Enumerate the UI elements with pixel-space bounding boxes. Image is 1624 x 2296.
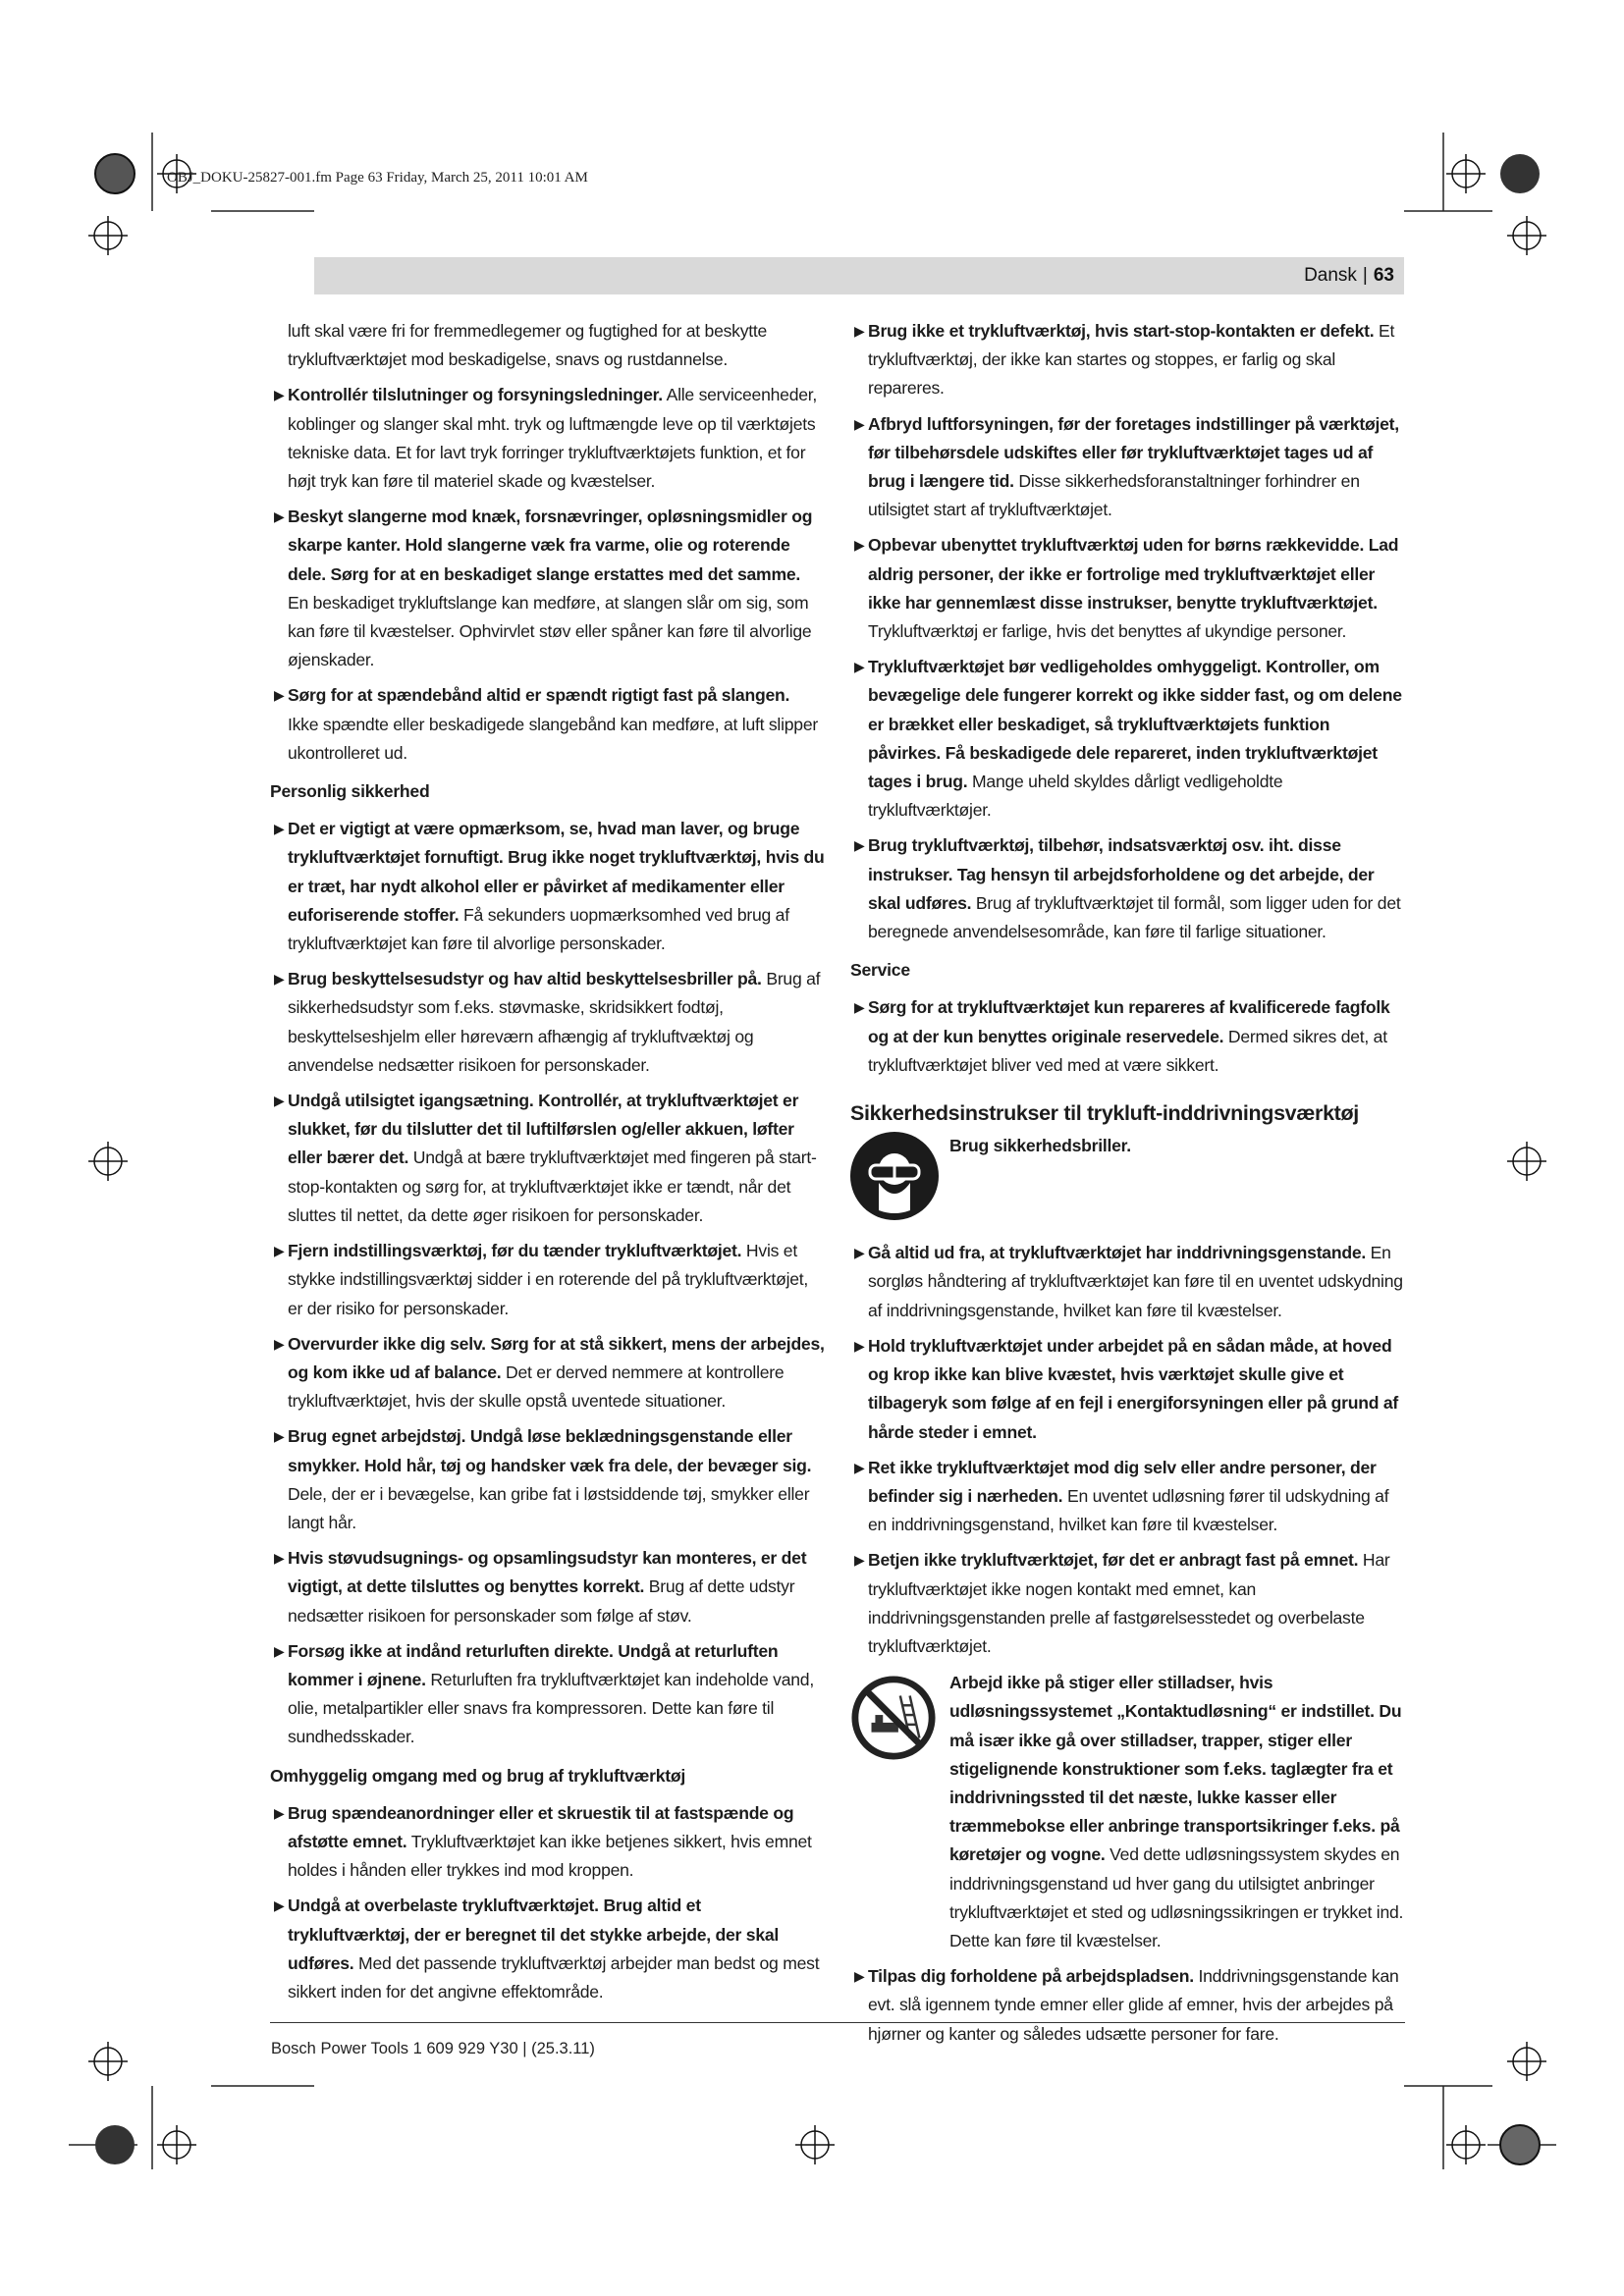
intro-paragraph: luft skal være fri for fremmedlegemer og fugtighed for at beskytte trykluftværktøjet mod beskadigelse, snavs og rustdannelse. [288,321,768,370]
registration-target-icon [1507,1142,1546,1181]
item-bold: Brug ikke et trykluftværktøj, hvis start-stop-kontakten er defekt. [868,321,1375,341]
bullet-arrow-icon: ▶ [274,821,285,837]
registration-disc-icon [1500,2125,1540,2164]
item-bold: Arbejd ikke på stiger eller stilladser, hvis udløsningssystemet „Kontaktudløsning“ er indstillet. Du må især ikke gå over stilladser, trapper, stiger eller stigelignende konstruktioner som f.eks. taglægter fra et inddrivningssted til det næste, lukke kasser eller træmmebokse eller anbringe transportsikringer f.eks. på køretøjer og vogne. [949,1673,1402,1865]
section-title: Sikkerhedsinstrukser til trykluft-inddrivningsværktøj [850,1101,1359,1126]
bullet-arrow-icon: ▶ [854,415,865,432]
list-item [850,1332,1406,1447]
ladder-warning-block [850,1669,1406,1955]
registration-target-icon [1446,154,1486,193]
page-header-band [314,257,1404,294]
bullet-arrow-icon: ▶ [854,1552,865,1569]
registration-target-icon [1446,2125,1486,2164]
item-bold: Brug spændeanordninger eller et skruestik til at fastspænde og afstøtte emnet. [288,1802,794,1851]
bullet-arrow-icon: ▶ [854,837,865,854]
list-item [270,1237,825,1323]
bullet-arrow-icon: ▶ [854,323,865,339]
item-text: Brug af trykluftværktøjet til formål, som ligger uden for det beregnede anvendelsesområde, kan føre til farlige situationer. [868,892,1401,942]
list-item [850,1239,1406,1325]
item-text: Undgå at bære trykluftværktøjet med fingeren på start-stop-kontakten og sørg for, at trykluftværktøjet ikke er tændt, når det sluttes til nettet, da dette øger risikoen for personskader. [288,1148,817,1225]
item-bold: Brug beskyttelsesudstyr og hav altid beskyttelsesbriller på. [288,969,762,989]
item-text: En beskadiget trykluftslange kan medføre, at slangen slår om sig, som kan føre til kvæstelser. Ophvirvlet støv eller spåner kan føre til alvorlige øjenskader. [288,592,812,670]
item-text: Det er derved nemmere at kontrollere trykluftværktøjet, hvis der skulle opstå uventede situationer. [288,1362,785,1412]
item-text: Ved dette udløsningssystem skydes en inddrivningsgenstand ud hver gang du utilsigtet anbringer trykluftværktøjet et sted og udløsningssikringen er trykket ind. Dette kan føre til kvæstelser. [949,1844,1404,1950]
section-heading: Omhyggelig omgang med og brug af trykluftværktøj [270,1765,685,1786]
bullet-arrow-icon: ▶ [274,971,285,988]
header-separator: | [1362,265,1368,286]
item-bold: Forsøg ikke at indånd returluften direkte. Undgå at returluften kommer i øjnene. [288,1640,779,1689]
item-bold: Trykluftværktøjet bør vedligeholdes omhyggeligt. Kontroller, om bevægelige dele fungerer korrekt og ikke sidder fast, og om delene er brækket eller beskadiget, så trykluftværktøjets funktion påvirkes. Få beskadigede dele repareret, inden trykluftværktøjet tages i brug. [868,657,1402,792]
list-item [850,993,1406,1080]
section-heading: Service [850,960,910,981]
item-bold: Undgå utilsigtet igangsætning. Kontrollér, at trykluftværktøjet er slukket, før du tilslutter det til luftilførslen og/eller akkuen, løfter eller bærer det. [288,1091,799,1168]
list-item [270,681,825,768]
bullet-arrow-icon: ▶ [854,1459,865,1475]
registration-target-icon [88,216,128,255]
item-text: En uventet udløsning fører til udskydning af en inddrivningsgenstand, hvilket kan føre til kvæstelser. [868,1485,1389,1535]
list-item [270,1892,825,2006]
registration-disc-icon [95,154,135,193]
list-item [850,410,1406,525]
item-bold: Overvurder ikke dig selv. Sørg for at stå sikkert, mens der arbejdes, og kom ikke ud af balance. [288,1333,825,1382]
list-item [270,815,825,958]
item-bold: Gå altid ud fra, at trykluftværktøjet har inddrivningsgenstande. [868,1243,1367,1263]
item-text: Ikke spændte eller beskadigede slangebånd kan medføre, at luft slipper ukontrolleret ud. [288,714,818,763]
list-item [850,1546,1406,1661]
item-bold: Ret ikke trykluftværktøjet mod dig selv eller andre personer, der befinder sig i nærheden. [868,1457,1377,1506]
bullet-arrow-icon: ▶ [274,387,285,403]
footer-rule [270,2022,1405,2023]
item-text: Har trykluftværktøjet ikke nogen kontakt med emnet, kan inddrivningsgenstanden prelle af fastgørelsesstedet og overbelaste trykluftværktøjet. [868,1550,1390,1656]
no-ladder-icon [850,1675,937,1761]
item-text: Hvis et stykke indstillingsværktøj sidder i en roterende del på trykluftværktøjet, er der risiko for personskader. [288,1241,809,1318]
bullet-arrow-icon: ▶ [274,1428,285,1445]
list-item [270,1637,825,1752]
list-item [270,381,825,496]
item-text: Få sekunders uopmærksomhed ved brug af trykluftværktøjet kan føre til alvorlige personskader. [288,904,789,954]
item-bold: Det er vigtigt at være opmærksom, se, hvad man laver, og bruge trykluftværktøjet fornuftigt. Brug ikke noget trykluftværktøj, hvis du er træt, har nydt alkohol eller er påvirket af medikamenter eller euforiserende stoffer. [288,819,825,925]
bullet-arrow-icon: ▶ [274,1093,285,1109]
item-text: En sorgløs håndtering af trykluftværktøjet kan føre til en uventet udskydning af inddrivningsgenstande, hvilket kan føre til kvæstelser. [868,1243,1403,1320]
item-text: Dele, der er i bevægelse, kan gribe fat i løstsiddende tøj, smykker eller langt hår. [288,1483,810,1532]
bullet-arrow-icon: ▶ [854,659,865,675]
list-item [270,1544,825,1630]
list-item [850,653,1406,825]
bullet-arrow-icon: ▶ [274,1335,285,1352]
bullet-arrow-icon: ▶ [274,1243,285,1259]
list-item [270,1087,825,1230]
print-header: OBJ_DOKU-25827-001.fm Page 63 Friday, March 25, 2011 10:01 AM [167,170,588,186]
page-header-label [1304,265,1394,287]
bullet-arrow-icon: ▶ [274,1897,285,1914]
bullet-arrow-icon: ▶ [854,999,865,1016]
ladder-warning-text [949,1669,1406,1955]
item-text: Returluften fra trykluftværktøjet kan indeholde vand, olie, metalpartikler eller snavs fra kompressoren. Dette kan føre til sundhedsskader. [288,1669,814,1747]
registration-target-icon [1507,2042,1546,2081]
item-bold: Beskyt slangerne mod knæk, forsnævringer, opløsningsmidler og skarpe kanter. Hold slangerne væk fra varme, olie og roterende dele. Sørg for at en beskadiget slange erstattes med det samme. [288,507,813,584]
item-bold: Brug trykluftværktøj, tilbehør, indsatsværktøj osv. iht. disse instrukser. Tag hensyn til arbejdsforholdene og det arbejde, der skal udføres. [868,835,1375,913]
item-bold: Kontrollér tilslutninger og forsyningsledninger. [288,385,663,405]
item-text: Et trykluftværktøj, der ikke kan startes og stoppes, er farlig og skal repareres. [868,321,1395,399]
item-text: Disse sikkerhedsforanstaltninger forhindrer en utilsigtet start af trykluftværktøjet. [868,471,1360,520]
item-text: Alle serviceenheder, koblinger og slanger skal mht. tryk og luftmængde leve op til værktøjets tekniske data. Et for lavt tryk forringer trykluftværktøjets funktion, et for højt tryk kan føre til materiel skade og kvæstelser. [288,385,818,492]
registration-target-icon [88,2042,128,2081]
header-language: Dansk [1304,265,1357,286]
registration-disc-icon [95,2125,135,2164]
item-text: Inddrivningsgenstande kan evt. slå igennem tynde emner eller glide af emner, hvis der arbejdes på hjørner og kanter og således udsætte personer for fare. [868,1966,1399,2044]
bullet-arrow-icon: ▶ [274,1804,285,1821]
item-bold: Tilpas dig forholdene på arbejdspladsen. [868,1966,1194,1987]
item-bold: Undgå at overbelaste trykluftværktøjet. Brug altid et trykluftværktøj, der er beregnet til det stykke arbejde, der skal udføres. [288,1896,780,1973]
list-item [850,317,1406,403]
bullet-arrow-icon: ▶ [274,508,285,525]
left-column [270,317,825,2013]
bullet-arrow-icon: ▶ [854,537,865,554]
footer-text: Bosch Power Tools 1 609 929 Y30 | (25.3.11) [271,2040,595,2057]
glasses-label: Brug sikkerhedsbriller. [949,1136,1131,1156]
registration-target-icon [88,1142,128,1181]
item-bold: Betjen ikke trykluftværktøjet, før det er anbragt fast på emnet. [868,1550,1359,1571]
list-item [270,1422,825,1537]
bullet-arrow-icon: ▶ [854,1245,865,1261]
item-text: Brug af dette udstyr nedsætter risikoen for personskader som følge af støv. [288,1576,795,1626]
item-bold: Brug egnet arbejdstøj. Undgå løse beklædningsgenstande eller smykker. Hold hår, tøj og handsker væk fra dele, der bevæger sig. [288,1426,812,1475]
item-text: Dermed sikres det, at trykluftværktøjet bliver ved med at være sikkert. [868,1026,1387,1075]
registration-target-icon [157,2125,196,2164]
list-item [270,503,825,674]
bullet-arrow-icon: ▶ [854,1968,865,1985]
item-bold: Hvis støvudsugnings- og opsamlingsudstyr kan monteres, er det vigtigt, at dette tilsluttes og benyttes korrekt. [288,1548,807,1597]
item-bold: Afbryd luftforsyningen, før der foretages indstillinger på værktøjet, før tilbehørsdele udskiftes eller før trykluftværktøjet tages ud af brug i længere tid. [868,413,1399,492]
bullet-arrow-icon: ▶ [274,1550,285,1567]
section-heading: Personlig sikkerhed [270,781,430,802]
bullet-arrow-icon: ▶ [854,1337,865,1354]
item-text: Brug af sikkerhedsudstyr som f.eks. støvmaske, skridsikkert fodtøj, beskyttelseshjelm eller høreværn afhængig af trykluftvæktøj og anvendelse nedsætter risikoen for personskader. [288,969,821,1075]
list-item [270,1799,825,1886]
bullet-arrow-icon: ▶ [274,687,285,704]
item-text: Trykluftværktøj er farlige, hvis det benyttes af ukyndige personer. [868,621,1347,642]
item-bold: Opbevar ubenyttet trykluftværktøj uden for børns rækkevidde. Lad aldrig personer, der ikke er fortrolige med trykluftværktøjet eller ikke har gennemlæst disse instrukser, benytte trykluftværktøjet. [868,535,1399,613]
list-item [850,1962,1406,2049]
safety-glasses-icon [850,1132,939,1220]
item-bold: Fjern indstillingsværktøj, før du tænder trykluftværktøjet. [288,1241,742,1261]
right-column [850,317,1406,2056]
item-text: Mange uheld skyldes dårligt vedligeholdte trykluftværktøjer. [868,772,1283,821]
list-item [270,965,825,1080]
registration-target-icon [1507,216,1546,255]
item-bold: Sørg for at trykluftværktøjet kun repareres af kvalificerede fagfolk og at der kun benyttes originale reservedele. [868,997,1390,1046]
page-number: 63 [1373,265,1394,286]
item-text: Trykluftværktøjet kan ikke betjenes sikkert, hvis emnet holdes i hånden eller trykkes ind mod kroppen. [288,1831,812,1881]
list-item [270,1330,825,1416]
registration-disc-icon [1500,154,1540,193]
bullet-arrow-icon: ▶ [274,1642,285,1659]
item-text: Med det passende trykluftværktøj arbejder man bedst og mest sikkert inden for det angivne effektområde. [288,1952,820,2002]
glasses-pictogram-row [850,1132,1406,1225]
list-item [850,531,1406,646]
registration-target-icon [795,2125,835,2164]
list-item [850,831,1406,946]
item-bold: Hold trykluftværktøjet under arbejdet på en sådan måde, at hoved og krop ikke kan blive kvæstet, hvis værktøjet skulle give et tilbageryk som følge af en fejl i energiforsyningen eller på grund af hårde steder i emnet. [868,1335,1399,1442]
list-item [850,1454,1406,1540]
item-bold: Sørg for at spændebånd altid er spændt rigtigt fast på slangen. [288,685,790,706]
